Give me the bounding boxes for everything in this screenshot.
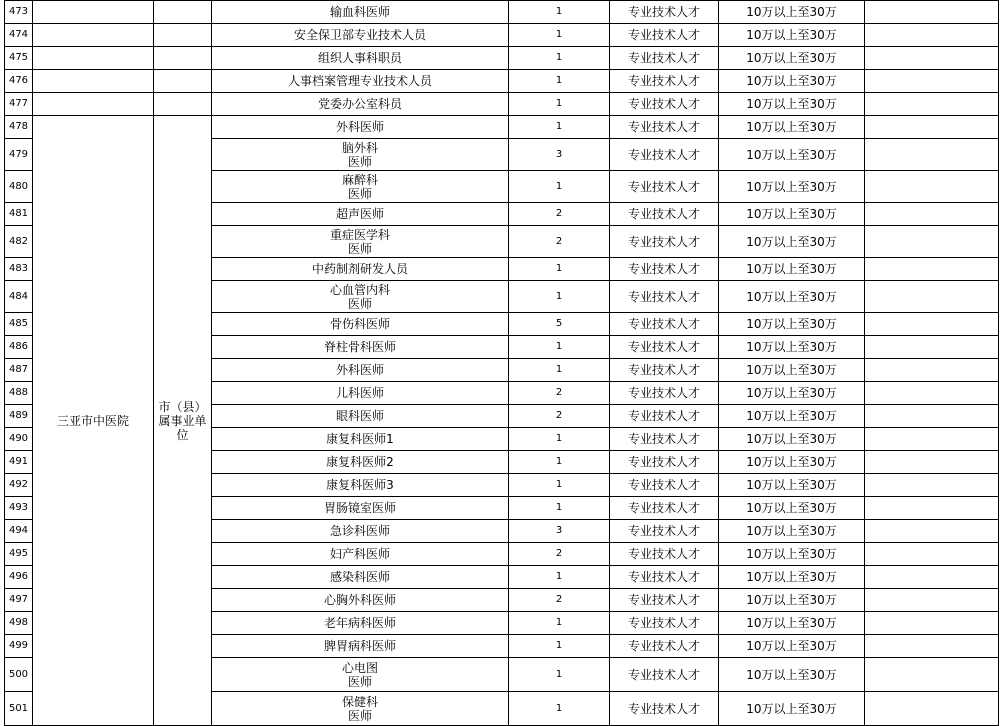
category-cell: 专业技术人才: [610, 93, 719, 116]
salary-cell: 10万以上至30万: [719, 520, 865, 543]
remark-cell: [865, 635, 999, 658]
count-cell: 1: [509, 24, 610, 47]
remark-cell: [865, 497, 999, 520]
table-row: [5, 24, 999, 47]
row-number: 493: [5, 497, 33, 520]
salary-cell: 10万以上至30万: [719, 589, 865, 612]
position-cell: 麻醉科 医师: [212, 171, 509, 203]
salary-cell: 10万以上至30万: [719, 171, 865, 203]
salary-cell: 10万以上至30万: [719, 359, 865, 382]
remark-cell: [865, 658, 999, 692]
remark-cell: [865, 382, 999, 405]
salary-cell: 10万以上至30万: [719, 692, 865, 726]
salary-cell: 10万以上至30万: [719, 24, 865, 47]
position-cell: 老年病科医师: [212, 612, 509, 635]
count-cell: 1: [509, 635, 610, 658]
count-cell: 2: [509, 543, 610, 566]
position-cell: 骨伤科医师: [212, 313, 509, 336]
table-row: [5, 116, 999, 139]
category-cell: 专业技术人才: [610, 171, 719, 203]
remark-cell: [865, 70, 999, 93]
count-cell: 1: [509, 451, 610, 474]
position-cell: 眼科医师: [212, 405, 509, 428]
position-cell: 胃肠镜室医师: [212, 497, 509, 520]
category-cell: 专业技术人才: [610, 566, 719, 589]
category-cell: 专业技术人才: [610, 336, 719, 359]
row-number: 500: [5, 658, 33, 692]
count-cell: 1: [509, 70, 610, 93]
remark-cell: [865, 359, 999, 382]
row-number: 488: [5, 382, 33, 405]
salary-cell: 10万以上至30万: [719, 226, 865, 258]
row-number: 476: [5, 70, 33, 93]
remark-cell: [865, 24, 999, 47]
count-cell: 3: [509, 139, 610, 171]
table-row: [5, 1, 999, 24]
position-cell: 康复科医师1: [212, 428, 509, 451]
count-cell: 1: [509, 171, 610, 203]
salary-cell: 10万以上至30万: [719, 70, 865, 93]
row-number: 480: [5, 171, 33, 203]
position-cell: 中药制剂研发人员: [212, 258, 509, 281]
count-cell: 1: [509, 612, 610, 635]
category-cell: 专业技术人才: [610, 116, 719, 139]
remark-cell: [865, 474, 999, 497]
category-cell: 专业技术人才: [610, 692, 719, 726]
salary-cell: 10万以上至30万: [719, 566, 865, 589]
row-number: 499: [5, 635, 33, 658]
row-number: 474: [5, 24, 33, 47]
unit-cell: [33, 24, 154, 47]
count-cell: 1: [509, 658, 610, 692]
category-cell: 专业技术人才: [610, 658, 719, 692]
remark-cell: [865, 612, 999, 635]
row-number: 495: [5, 543, 33, 566]
position-cell: 心血管内科 医师: [212, 281, 509, 313]
category-cell: 专业技术人才: [610, 258, 719, 281]
category-cell: 专业技术人才: [610, 226, 719, 258]
position-cell: 外科医师: [212, 359, 509, 382]
position-cell: 心电图 医师: [212, 658, 509, 692]
position-cell: 重症医学科 医师: [212, 226, 509, 258]
count-cell: 1: [509, 116, 610, 139]
count-cell: 1: [509, 47, 610, 70]
row-number: 498: [5, 612, 33, 635]
position-cell: 脊柱骨科医师: [212, 336, 509, 359]
remark-cell: [865, 171, 999, 203]
count-cell: 1: [509, 336, 610, 359]
category-cell: 专业技术人才: [610, 497, 719, 520]
position-cell: 儿科医师: [212, 382, 509, 405]
count-cell: 1: [509, 497, 610, 520]
salary-cell: 10万以上至30万: [719, 336, 865, 359]
count-cell: 1: [509, 566, 610, 589]
remark-cell: [865, 589, 999, 612]
salary-cell: 10万以上至30万: [719, 658, 865, 692]
salary-cell: 10万以上至30万: [719, 635, 865, 658]
count-cell: 1: [509, 428, 610, 451]
row-number: 482: [5, 226, 33, 258]
category-cell: 专业技术人才: [610, 359, 719, 382]
position-cell: 人事档案管理专业技术人员: [212, 70, 509, 93]
category-cell: 专业技术人才: [610, 1, 719, 24]
row-number: 487: [5, 359, 33, 382]
salary-cell: 10万以上至30万: [719, 451, 865, 474]
row-number: 477: [5, 93, 33, 116]
count-cell: 2: [509, 382, 610, 405]
remark-cell: [865, 520, 999, 543]
category-cell: 专业技术人才: [610, 47, 719, 70]
remark-cell: [865, 336, 999, 359]
salary-cell: 10万以上至30万: [719, 543, 865, 566]
salary-cell: 10万以上至30万: [719, 428, 865, 451]
remark-cell: [865, 451, 999, 474]
unit-type-cell: [154, 93, 212, 116]
remark-cell: [865, 692, 999, 726]
position-cell: 输血科医师: [212, 1, 509, 24]
remark-cell: [865, 93, 999, 116]
category-cell: 专业技术人才: [610, 543, 719, 566]
unit-type-cell: [154, 47, 212, 70]
count-cell: 2: [509, 203, 610, 226]
category-cell: 专业技术人才: [610, 474, 719, 497]
row-number: 478: [5, 116, 33, 139]
category-cell: 专业技术人才: [610, 612, 719, 635]
remark-cell: [865, 47, 999, 70]
position-cell: 党委办公室科员: [212, 93, 509, 116]
remark-cell: [865, 428, 999, 451]
remark-cell: [865, 405, 999, 428]
remark-cell: [865, 258, 999, 281]
salary-cell: 10万以上至30万: [719, 258, 865, 281]
row-number: 494: [5, 520, 33, 543]
position-cell: 康复科医师3: [212, 474, 509, 497]
row-number: 486: [5, 336, 33, 359]
count-cell: 1: [509, 93, 610, 116]
count-cell: 1: [509, 359, 610, 382]
remark-cell: [865, 139, 999, 171]
row-number: 496: [5, 566, 33, 589]
row-number: 490: [5, 428, 33, 451]
count-cell: 1: [509, 258, 610, 281]
remark-cell: [865, 313, 999, 336]
count-cell: 2: [509, 589, 610, 612]
remark-cell: [865, 203, 999, 226]
salary-cell: 10万以上至30万: [719, 116, 865, 139]
salary-cell: 10万以上至30万: [719, 497, 865, 520]
salary-cell: 10万以上至30万: [719, 313, 865, 336]
category-cell: 专业技术人才: [610, 203, 719, 226]
unit-type: 市（县） 属事业单 位: [154, 116, 212, 726]
position-cell: 安全保卫部专业技术人员: [212, 24, 509, 47]
salary-cell: 10万以上至30万: [719, 139, 865, 171]
salary-cell: 10万以上至30万: [719, 281, 865, 313]
category-cell: 专业技术人才: [610, 428, 719, 451]
remark-cell: [865, 116, 999, 139]
row-number: 485: [5, 313, 33, 336]
count-cell: 1: [509, 281, 610, 313]
category-cell: 专业技术人才: [610, 635, 719, 658]
salary-cell: 10万以上至30万: [719, 93, 865, 116]
position-cell: 妇产科医师: [212, 543, 509, 566]
salary-cell: 10万以上至30万: [719, 203, 865, 226]
position-cell: 保健科 医师: [212, 692, 509, 726]
unit-name: 三亚市中医院: [33, 116, 154, 726]
category-cell: 专业技术人才: [610, 589, 719, 612]
salary-cell: 10万以上至30万: [719, 612, 865, 635]
row-number: 479: [5, 139, 33, 171]
unit-type-cell: [154, 24, 212, 47]
row-number: 483: [5, 258, 33, 281]
unit-cell: [33, 93, 154, 116]
position-cell: 超声医师: [212, 203, 509, 226]
category-cell: 专业技术人才: [610, 405, 719, 428]
count-cell: 5: [509, 313, 610, 336]
unit-cell: [33, 47, 154, 70]
remark-cell: [865, 566, 999, 589]
remark-cell: [865, 226, 999, 258]
unit-cell: [33, 70, 154, 93]
recruitment-table: [4, 0, 999, 726]
row-number: 473: [5, 1, 33, 24]
category-cell: 专业技术人才: [610, 382, 719, 405]
count-cell: 1: [509, 692, 610, 726]
remark-cell: [865, 543, 999, 566]
category-cell: 专业技术人才: [610, 24, 719, 47]
row-number: 501: [5, 692, 33, 726]
table-row: [5, 93, 999, 116]
row-number: 484: [5, 281, 33, 313]
position-cell: 脑外科 医师: [212, 139, 509, 171]
position-cell: 外科医师: [212, 116, 509, 139]
remark-cell: [865, 281, 999, 313]
count-cell: 2: [509, 405, 610, 428]
unit-cell: [33, 1, 154, 24]
category-cell: 专业技术人才: [610, 451, 719, 474]
position-cell: 心胸外科医师: [212, 589, 509, 612]
position-cell: 脾胃病科医师: [212, 635, 509, 658]
row-number: 491: [5, 451, 33, 474]
count-cell: 2: [509, 226, 610, 258]
category-cell: 专业技术人才: [610, 139, 719, 171]
category-cell: 专业技术人才: [610, 70, 719, 93]
row-number: 492: [5, 474, 33, 497]
position-cell: 组织人事科职员: [212, 47, 509, 70]
category-cell: 专业技术人才: [610, 281, 719, 313]
salary-cell: 10万以上至30万: [719, 382, 865, 405]
category-cell: 专业技术人才: [610, 313, 719, 336]
salary-cell: 10万以上至30万: [719, 405, 865, 428]
row-number: 489: [5, 405, 33, 428]
category-cell: 专业技术人才: [610, 520, 719, 543]
position-cell: 急诊科医师: [212, 520, 509, 543]
remark-cell: [865, 1, 999, 24]
salary-cell: 10万以上至30万: [719, 474, 865, 497]
salary-cell: 10万以上至30万: [719, 47, 865, 70]
position-cell: 康复科医师2: [212, 451, 509, 474]
unit-type-cell: [154, 70, 212, 93]
count-cell: 1: [509, 474, 610, 497]
count-cell: 1: [509, 1, 610, 24]
salary-cell: 10万以上至30万: [719, 1, 865, 24]
table-row: [5, 70, 999, 93]
table-row: [5, 47, 999, 70]
position-cell: 感染科医师: [212, 566, 509, 589]
unit-type-cell: [154, 1, 212, 24]
row-number: 497: [5, 589, 33, 612]
count-cell: 3: [509, 520, 610, 543]
row-number: 475: [5, 47, 33, 70]
row-number: 481: [5, 203, 33, 226]
